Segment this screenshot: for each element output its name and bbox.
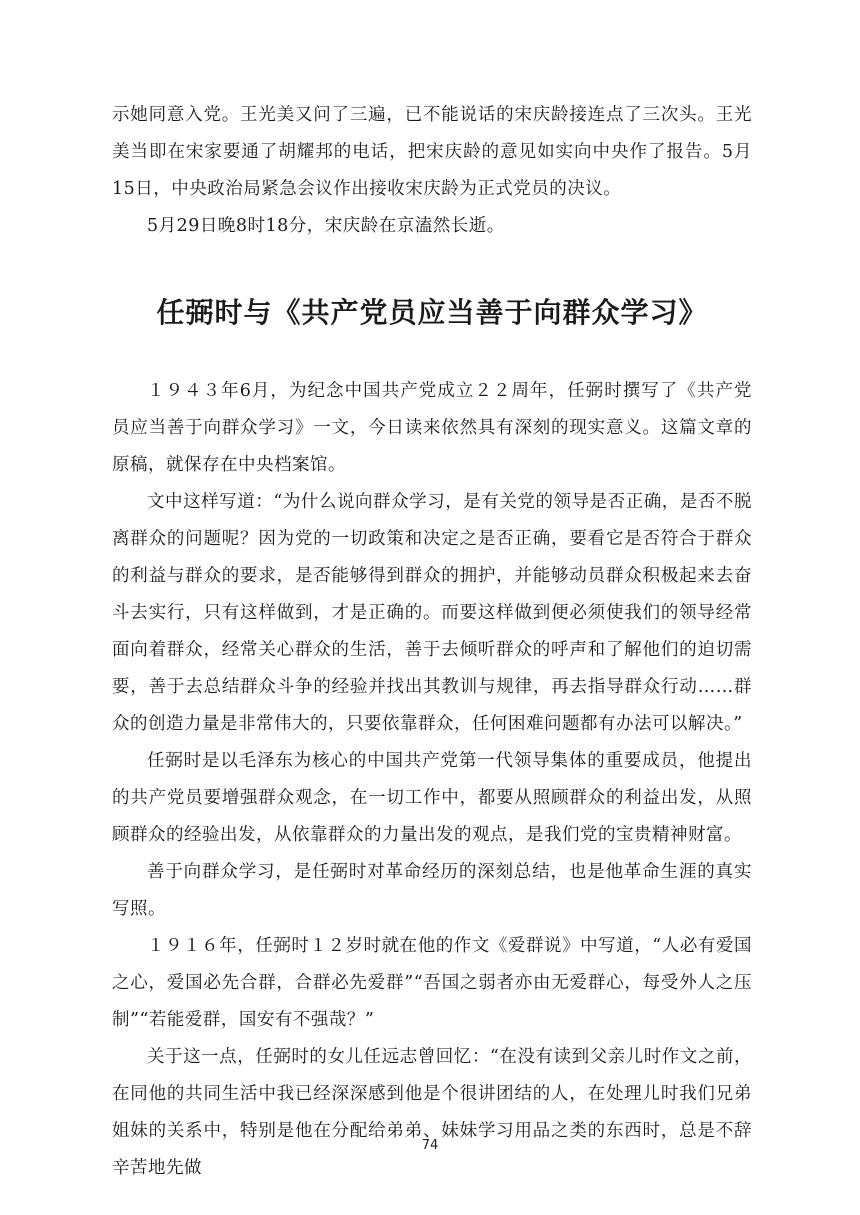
- article-paragraph-3: 任弼时是以毛泽东为核心的中国共产党第一代领导集体的重要成员，他提出的共产党员要增强群众观念，在一切工作中，都要从照顾群众的利益出发，从照顾群众的经验出发，从依靠群众的力量出发的观点，是我们党的宝贵精神财富。: [112, 751, 752, 845]
- article-paragraph-2: 文中这样写道：“为什么说向群众学习，是有关党的领导是否正确，是否不脱离群众的问题呢？因为党的一切政策和决定之是否正确，要看它是否符合于群众的利益与群众的要求，是否能够得到群众的拥护，并能够动员群众积极起来去奋斗去实行，只有这样做到，才是正确的。而要这样做到便必须使我们的领导经常面向着群众，经常关心群众的生活，善于去倾听群众的呼声和了解他们的迫切需要，善于去总结群众斗争的经验并找出其教训与规律，再去指导群众行动……群众的创造力量是非常伟大的，只要依靠群众，任何困难问题都有办法可以解决。”: [112, 492, 752, 734]
- article-paragraph-5: １９１６年，任弼时１２岁时就在他的作文《爱群说》中写道，“人必有爱国之心，爱国必先合群，合群必先爱群”“吾国之弱者亦由无爱群心，每受外人之压制”“若能爱群，国安有不强哉？”: [112, 936, 752, 1030]
- page-number: 74: [421, 1138, 439, 1153]
- article-paragraph-6: 关于这一点，任弼时的女儿任远志曾回忆：“在没有读到父亲儿时作文之前，在同他的共同生活中我已经深深感到他是个很讲团结的人，在处理儿时我们兄弟姐妹的关系中，特别是他在分配给弟弟、妹妹学习用品之类的东西时，总是不辞辛苦地先做: [112, 1047, 752, 1178]
- continuation-paragraph-1: 示她同意入党。王光美又问了三遍，已不能说话的宋庆龄接连点了三次头。王光美当即在宋家要通了胡耀邦的电话，把宋庆龄的意见如实向中央作了报告。5月15日，中央政治局紧急会议作出接收宋庆龄为正式党员的决议。: [112, 105, 752, 199]
- article-paragraph-4: 善于向群众学习，是任弼时对革命经历的深刻总结，也是他革命生涯的真实写照。: [112, 862, 752, 919]
- article-title: 任弼时与《共产党员应当善于向群众学习》: [156, 296, 708, 329]
- continuation-paragraph-2: 5月29日晚8时18分，宋庆龄在京溘然长逝。: [147, 216, 505, 236]
- article-paragraph-1: １９４３年6月，为纪念中国共产党成立２２周年，任弼时撰写了《共产党员应当善于向群众学习》一文，今日读来依然具有深刻的现实意义。这篇文章的原稿，就保存在中央档案馆。: [112, 381, 752, 475]
- page-content: [112, 97, 752, 1187]
